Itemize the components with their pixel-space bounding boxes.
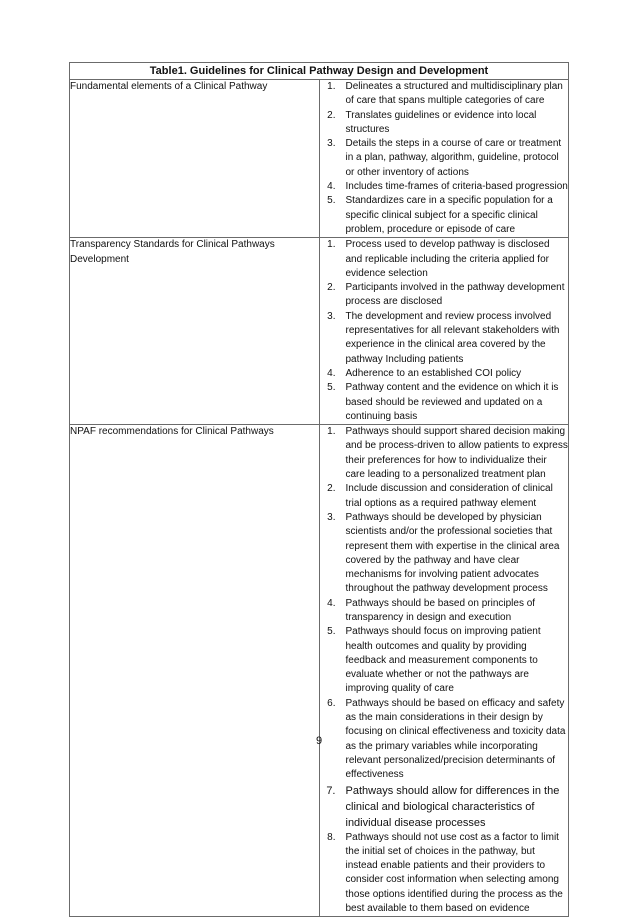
list-item: 7. Pathways should allow for differences in the clinical and biological characteristics of individual disease processes [326,784,560,829]
list-item: 5. Pathways should focus on improving patient health outcomes and quality by providing feedback and measurement components to evaluate whether or not the pathways are improving quality of care [327,626,541,695]
row-items [319,80,569,238]
table-row [70,80,569,238]
table-caption: Table1. Guidelines for Clinical Pathway Design and Development [70,63,569,80]
list-item: 3. The development and review process involved representatives for all relevant stakeholders with experience in the clinical area covered by the pathway Including patients [327,310,560,365]
row-label: Transparency Standards for Clinical Pathways Development [70,238,320,425]
page-number: 9 [315,735,323,747]
list-item: 1. Pathways should support shared decision making and be process-driven to allow patients to express their preferences for how to individualize their care leading to a personalized treatment plan [327,426,568,481]
numbered-list [320,80,569,237]
list-item: 3. Details the steps in a course of care or treatment in a plan, pathway, algorithm, guideline, protocol or other inventory of actions [327,138,562,178]
row-items [319,425,569,917]
list-item: 5. Standardizes care in a specific population for a specific clinical subject for a specific clinical problem, procedure or episode of care [327,195,553,235]
list-item: 4. Pathways should be based on principles of transparency in design and execution [327,597,536,623]
list-item: 4. Includes time-frames of criteria-based progression [327,181,568,193]
list-item: 2. Translates guidelines or evidence into local structures [327,109,537,135]
list-item: 6. Pathways should be based on efficacy and safety as the main considerations in their design by focusing on clinical effectiveness and toxicity data as the primary variables while incorporating relevant personalized/precision determinants of effectiveness [327,697,566,781]
numbered-list [320,425,569,916]
list-item: 2. Include discussion and consideration of clinical trial options as a required pathway element [327,483,553,509]
table-row [70,425,569,917]
row-label: Fundamental elements of a Clinical Pathway [70,80,320,238]
list-item: 8. Pathways should not use cost as a factor to limit the initial set of choices in the pathway, but instead enable patients and their providers to consider cost information when selecting among those options identified during the process as the best available to them based on evidence [327,831,563,915]
list-item: 4. Adherence to an established COI policy [327,367,522,379]
list-item: 3. Pathways should be developed by physician scientists and/or the professional societies that represent them with expertise in the clinical area covered by the pathway and have clear mechanisms for involving patient advocates throughout the pathway development process [327,511,560,595]
list-item: 1. Process used to develop pathway is disclosed and replicable including the criteria applied for evidence selection [327,239,550,279]
row-items [319,238,569,425]
list-item: 1. Delineates a structured and multidisciplinary plan of care that spans multiple categories of care [327,81,563,107]
list-item: 5. Pathway content and the evidence on which it is based should be reviewed and updated on a continuing basis [327,382,559,422]
numbered-list [320,238,569,424]
table-row [70,238,569,425]
list-item: 2. Participants involved in the pathway development process are disclosed [327,282,565,308]
guidelines-table [69,62,569,917]
row-label: NPAF recommendations for Clinical Pathways [70,425,320,917]
